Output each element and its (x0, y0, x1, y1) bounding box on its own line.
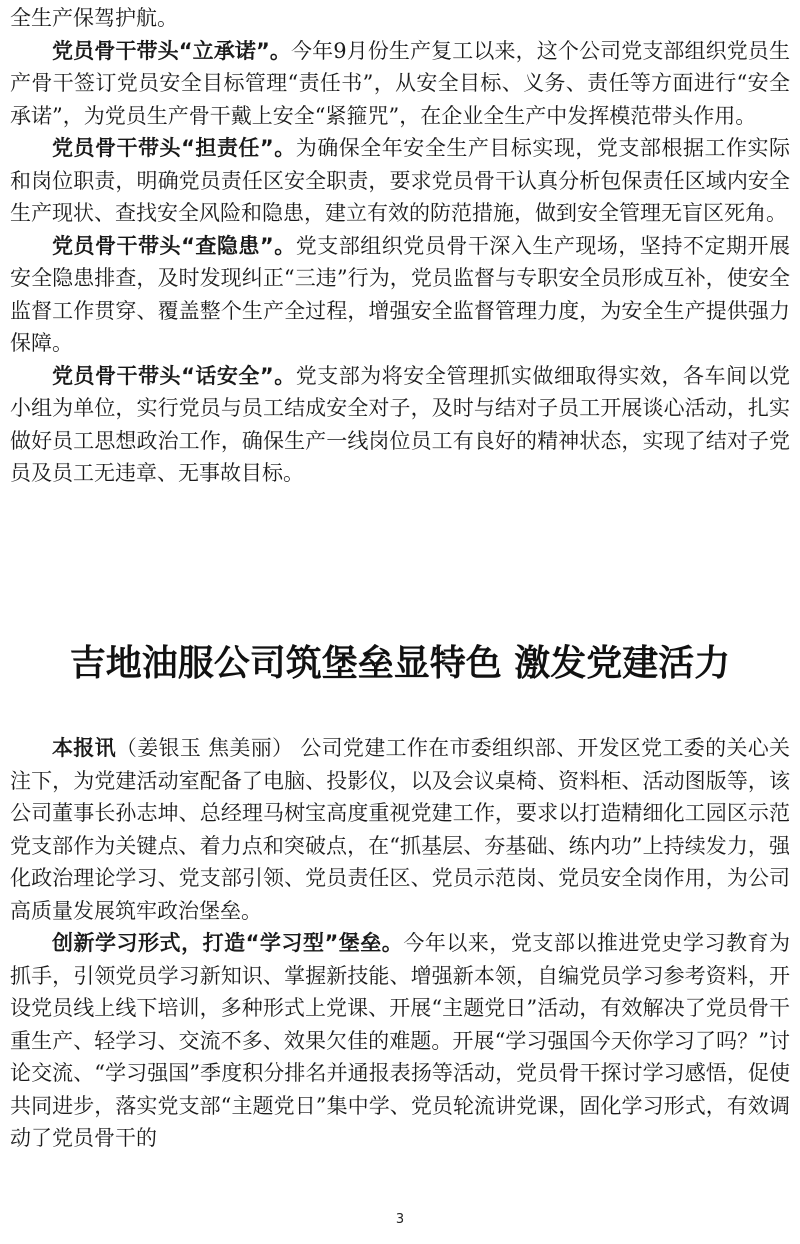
paragraph-lead: 本报讯 (52, 736, 116, 760)
paragraph-body: 党支部组织党员骨干深入生产现场，坚持不定期开展安全隐患排查，及时发现纠正“三违”行为，党员监督与专职安全员形成互补，使安全监督工作贯穿、覆盖整个生产全过程，增强安全监督管理力度，为安全生产提供强力保障。 (10, 233, 791, 355)
paragraph-lead: 党员骨干带头“查隐患”。 (52, 233, 296, 258)
paragraph-lead: 党员骨干带头“话安全”。 (52, 363, 296, 388)
paragraph-body: 党支部为将安全管理抓实做细取得实效，各车间以党小组为单位，实行党员与员工结成安全对子，及时与结对子员工开展谈心活动，扎实做好员工思想政治工作，确保生产一线岗位员工有良好的精神状态，实现了结对子党员及员工无违章、无事故目标。 (10, 363, 791, 485)
page-number: 3 (395, 1212, 405, 1227)
top-section (10, 2, 790, 490)
paragraph-commitment (10, 35, 790, 133)
paragraph-lead: 党员骨干带头“立承诺”。 (52, 38, 291, 63)
paragraph-responsibility (10, 132, 790, 230)
paragraph-learning-fortress (10, 927, 790, 1155)
paragraph-news-intro (10, 732, 790, 927)
paragraph-lead: 创新学习形式，打造“学习型”堡垒。 (52, 931, 404, 955)
paragraph-hazard-check (10, 230, 790, 360)
paragraph-safety-talk (10, 360, 790, 490)
article-headline: 吉地油服公司筑堡垒显特色 激发党建活力 (69, 643, 731, 684)
carryover-line: 全生产保驾护航。 (10, 6, 178, 30)
paragraph-lead: 党员骨干带头“担责任”。 (52, 136, 296, 160)
paragraph-body: （姜银玉 焦美丽） 公司党建工作在市委组织部、开发区党工委的关心关注下，为党建活动室配备了电脑、投影仪，以及会议桌椅、资料柜、活动图版等，该公司董事长孙志坤、总经理马树宝高度重视党建工作，要求以打造精细化工园区示范党支部作为关键点、着力点和突破点，在“抓基层、夯基础、练内功”上持续发力，强化政治理论学习、党支部引领、党员责任区、党员示范岗、党员安全岗作用，为公司高质量发展筑牢政治堡垒。 (10, 736, 790, 923)
paragraph-body: 今年9月份生产复工以来，这个公司党支部组织党员生产骨干签订党员安全目标管理“责任书”，从安全目标、义务、责任等方面进行“安全承诺”，为党员生产骨干戴上安全“紧箍咒”，在企业全生产中发挥模范带头作用。 (10, 38, 791, 128)
paragraph-body: 今年以来，党支部以推进党史学习教育为抓手，引领党员学习新知识、掌握新技能、增强新本领，自编党员学习参考资料，开设党员线上线下培训，多种形式上党课、开展“主题党日”活动，有效解决了党员骨干重生产、轻学习、交流不多、效果欠佳的难题。开展“学习强国今天你学习了吗？”讨论交流、“学习强国”季度积分排名并通报表扬等活动，党员骨干探讨学习感悟，促使共同进步，落实党支部“主题党日”集中学、党员轮流讲党课，固化学习形式，有效调动了党员骨干的 (10, 931, 791, 1150)
article-body (10, 732, 790, 1155)
paragraph-body: 为确保全年安全生产目标实现，党支部根据工作实际和岗位职责，明确党员责任区安全职责，要求党员骨干认真分析包保责任区域内安全生产现状、查找安全风险和隐患，建立有效的防范措施，做到安全管理无盲区死角。 (10, 136, 791, 225)
